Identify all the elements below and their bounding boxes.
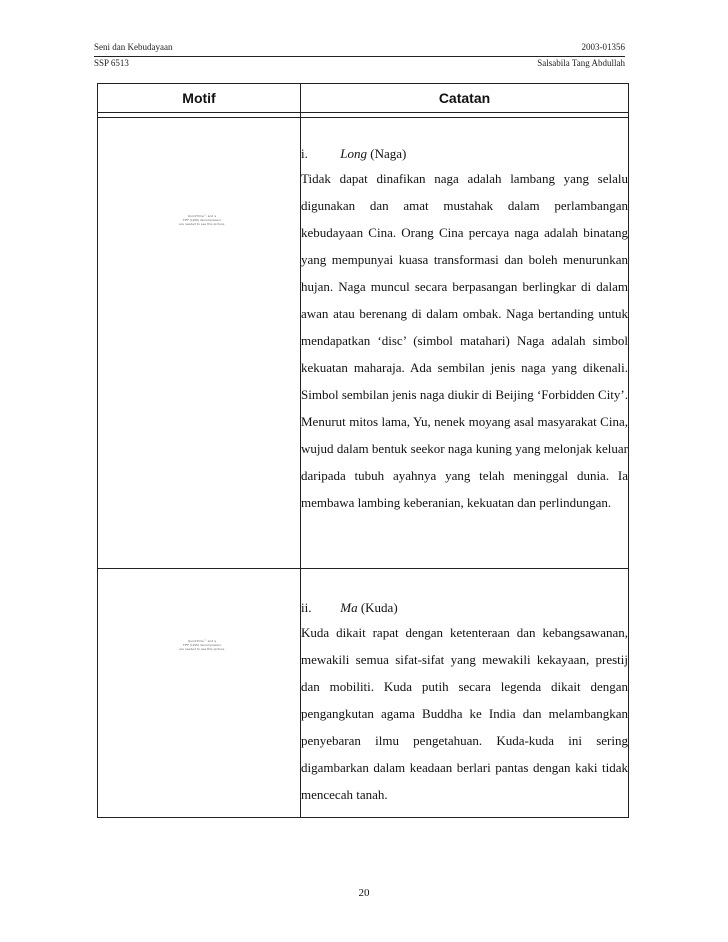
entry-translation: (Naga) [370, 146, 407, 161]
table-row [98, 569, 629, 818]
entry-number: i. [301, 146, 308, 161]
column-header-motif: Motif [98, 84, 301, 113]
placeholder-line: are needed to see this picture. [178, 222, 226, 226]
running-header-bottom [94, 58, 625, 70]
placeholder-line: TIFF (LZW) decompressor [182, 643, 222, 647]
course-title: Seni dan Kebudayaan [94, 42, 173, 52]
course-code: SSP 6513 [94, 58, 129, 68]
entry-heading [301, 143, 628, 165]
entry-heading [301, 597, 628, 619]
table-header-row [98, 84, 629, 113]
placeholder-line: TIFF (LZW) decompressor [182, 218, 222, 222]
placeholder-line: QuickTime™ and a [187, 214, 217, 218]
entry-paragraph: Kuda dikait rapat dengan ketenteraan dan kebangsawanan, mewakili semua sifat-sifat yang mewakili kekayaan, prestij dan mobiliti. Kuda putih secara legenda dikait dengan pengangkutan agama Buddha ke India dan melambangkan penyebaran ilmu pengetahuan. Kuda-kuda ini sering digambarkan dalam keadaan berlari pantas dengan kaki tidak mencecah tanah. [301, 625, 628, 802]
entry-term: Ma [340, 600, 358, 615]
motif-table [97, 83, 629, 818]
author-name: Salsabila Tang Abdullah [537, 58, 625, 68]
header-rule [94, 56, 625, 57]
entry-number: ii. [301, 600, 312, 615]
catatan-cell [301, 569, 629, 818]
motif-image-cell [98, 569, 301, 818]
entry-paragraph: Tidak dapat dinafikan naga adalah lambang yang selalu digunakan dan amat mustahak dalam perlambangan kebudayaan Cina. Orang Cina percaya naga adalah binatang yang mempunyai kuasa transformasi dan boleh menurunkan hujan. Naga muncul secara berpasangan berlingkar di dalam awan atau berenang di dalam ombak. Naga bertanding untuk mendapatkan ‘disc’ (simbol matahari) Naga adalah simbol kekuatan maharaja. Ada sembilan jenis naga yang dikenali. Simbol sembilan jenis naga diukir di Beijing ‘Forbidden City’. Menurut mitos lama, Yu, nenek moyang asal masyarakat Cina, wujud dalam bentuk seekor naga kuning yang melonjak keluar daripada tubuh ayahnya yang telah meninggal dunia. Ia membawa lambing keberanian, kekuatan dan perlindungan. [301, 171, 628, 510]
page-number: 20 [358, 887, 370, 899]
student-id: 2003-01356 [581, 42, 625, 52]
catatan-cell [301, 118, 629, 569]
motif-image-cell [98, 118, 301, 569]
column-header-catatan: Catatan [301, 84, 629, 113]
running-header-top [94, 42, 625, 54]
image-placeholder [160, 639, 244, 651]
placeholder-line: are needed to see this picture. [178, 647, 226, 651]
image-placeholder [160, 214, 244, 226]
table-row [98, 118, 629, 569]
placeholder-line: QuickTime™ and a [187, 639, 217, 643]
entry-term: Long [340, 146, 367, 161]
entry-translation: (Kuda) [360, 600, 398, 615]
